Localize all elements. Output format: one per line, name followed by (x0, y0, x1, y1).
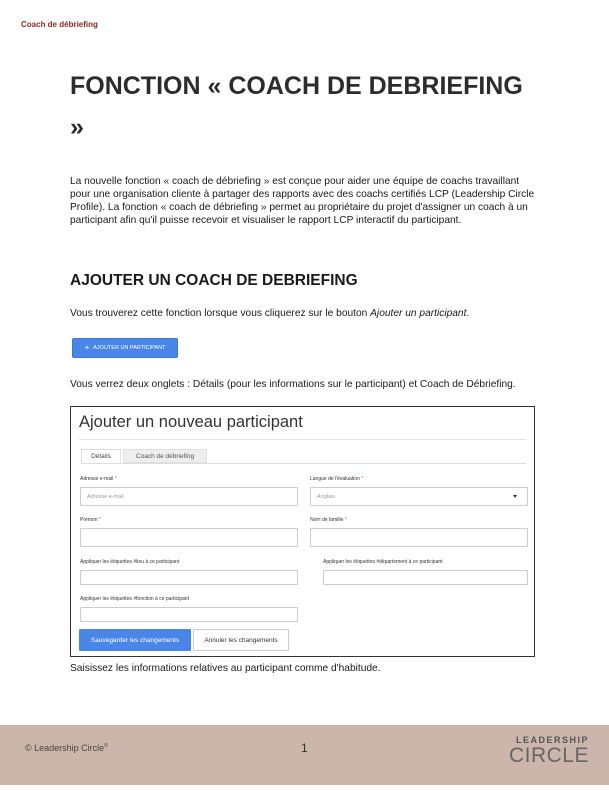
chevron-down-icon (513, 495, 517, 498)
form-tabs (81, 449, 526, 464)
plus-icon: + (84, 343, 90, 352)
save-button[interactable]: Sauvegarder les changements (79, 629, 191, 651)
page-number: 1 (301, 741, 308, 755)
cancel-button[interactable]: Annuler les changements (193, 629, 289, 651)
leadership-circle-logo: LEADERSHIP CIRCLE (508, 735, 589, 767)
section-heading: AJOUTER UN COACH DE DEBRIEFING (70, 272, 358, 289)
tab-debriefing-coach[interactable]: Coach de débriefing (123, 449, 207, 463)
find-text-suffix: . (466, 308, 470, 319)
firstname-label: Prénom * (80, 517, 101, 523)
language-value: Anglais (317, 493, 336, 500)
function-tags-label: Appliquer les étiquettes #fonction à ce participant (80, 596, 189, 602)
intro-paragraph: La nouvelle fonction « coach de débriefing » est conçue pour aider une équipe de coachs travaillant pour une organisation cliente à partager des rapports avec des coachs certifiés LCP (Leadership Circle Profile). La fonction « coach de débriefing » permet au propriétaire du projet d'assigner un coach à un participant afin qu'il puisse recevoir et visualiser le rapport LCP interactif du participant. (70, 176, 535, 226)
department-tags-field[interactable] (323, 570, 528, 585)
add-participant-form-screenshot (70, 406, 535, 657)
function-tags-field[interactable] (80, 607, 298, 622)
lastname-field[interactable] (310, 528, 528, 547)
tab-details[interactable]: Détails (81, 449, 121, 463)
copyright-notice: © Leadership Circle® (25, 743, 108, 753)
page-title: FONCTION « COACH DE DEBRIEFING » (70, 72, 523, 141)
find-text-prefix: Vous trouverez cette fonction lorsque vous cliquerez sur le bouton (70, 308, 371, 319)
email-label: Adresse e-mail * (80, 476, 117, 482)
form-title: Ajouter un nouveau participant (79, 413, 303, 431)
firstname-field[interactable] (80, 528, 298, 547)
find-text-emphasis: Ajouter un participant (370, 308, 467, 319)
location-tags-field[interactable] (80, 570, 298, 585)
form-title-divider (79, 439, 526, 440)
tabs-paragraph: Vous verrez deux onglets : Détails (pour les informations sur le participant) et Coach de Débriefing. (70, 379, 516, 390)
lastname-label: Nom de famille * (310, 517, 347, 523)
location-tags-label: Appliquer les étiquettes #lieu à ce participant (80, 559, 180, 565)
after-paragraph: Saisissez les informations relatives au participant comme d'habitude. (70, 663, 381, 674)
language-label: Langue de l'évaluation * (310, 476, 364, 482)
add-participant-label: AJOUTER UN PARTICIPANT (93, 345, 166, 351)
find-paragraph (70, 307, 540, 320)
running-head: Coach de débriefing (21, 20, 98, 29)
department-tags-label: Appliquer les étiquettes #département à ce participant (323, 559, 443, 565)
page-footer (0, 725, 609, 785)
language-select[interactable] (310, 487, 528, 506)
email-field[interactable]: Adresse e-mail (80, 487, 298, 506)
add-participant-button[interactable] (72, 338, 178, 358)
